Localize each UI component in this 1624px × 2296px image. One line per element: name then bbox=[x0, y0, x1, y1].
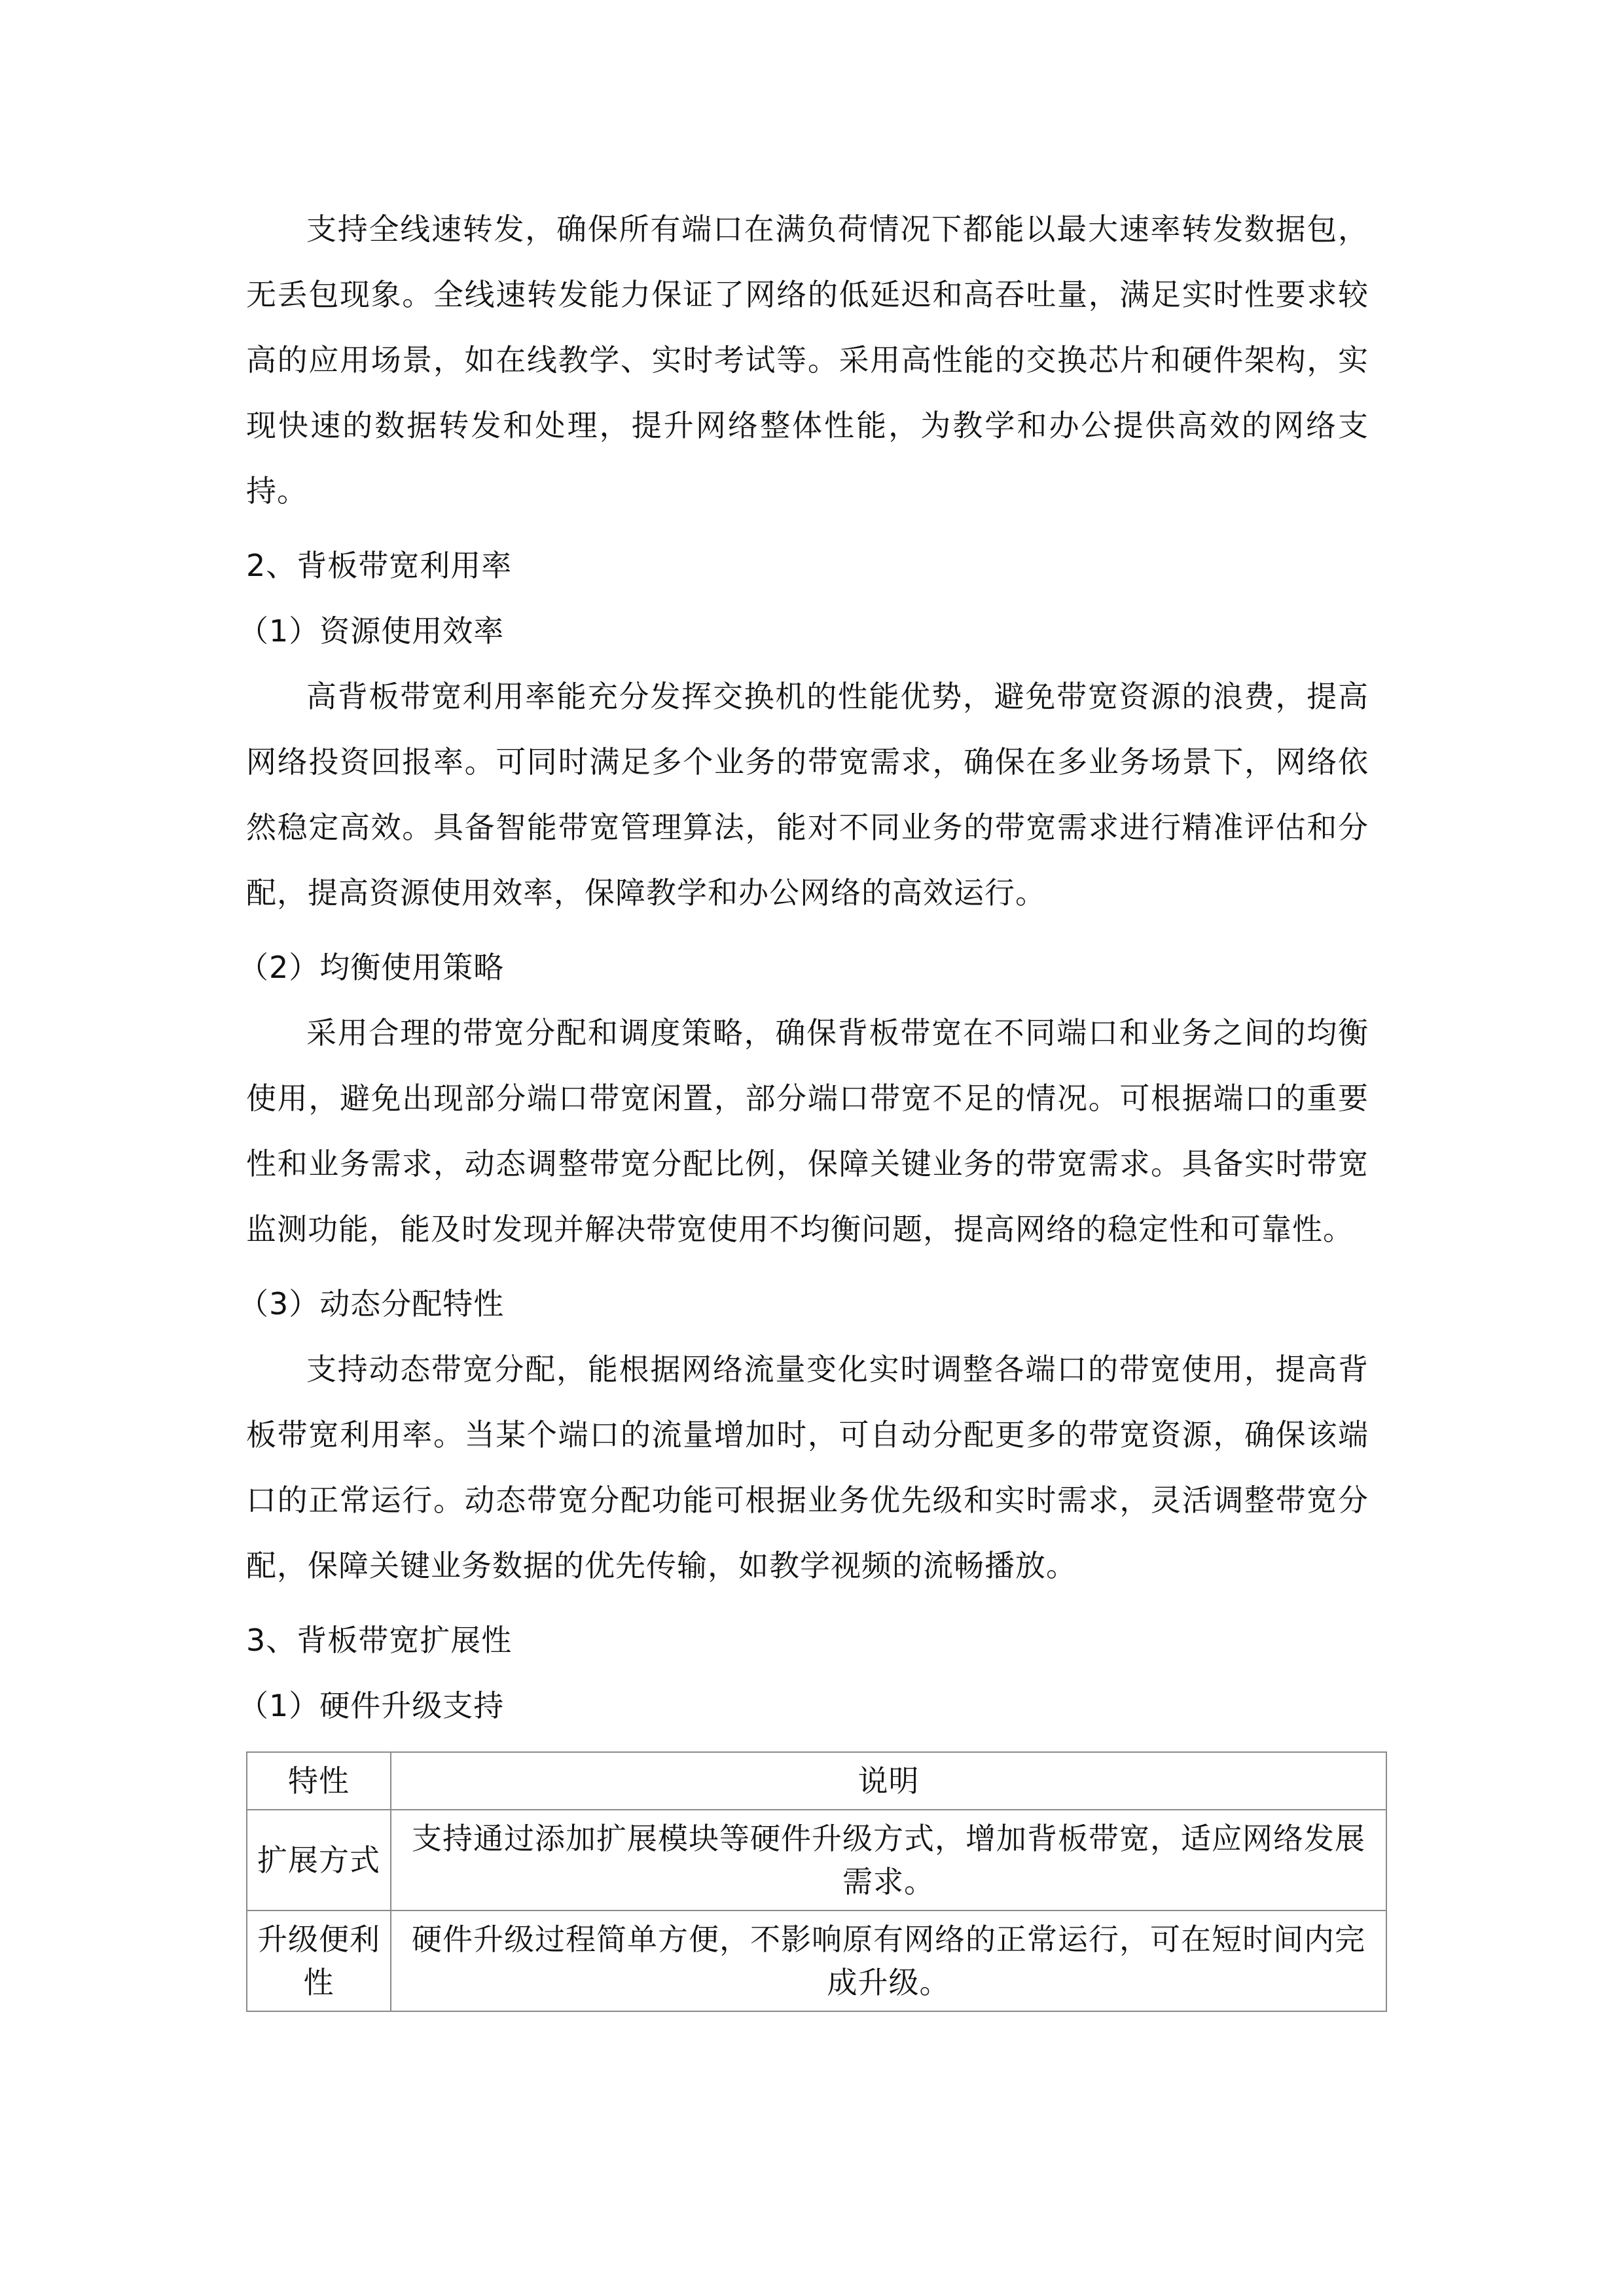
body-paragraph: 支持动态带宽分配，能根据网络流量变化实时调整各端口的带宽使用，提高背板带宽利用率。当某个端口的流量增加时，可自动分配更多的带宽资源，确保该端口的正常运行。动态带宽分配功能可根据业务优先级和实时需求，灵活调整带宽分配，保障关键业务数据的优先传输，如教学视频的流畅播放。 bbox=[246, 1352, 1369, 1583]
body-paragraph: 高背板带宽利用率能充分发挥交换机的性能优势，避免带宽资源的浪费，提高网络投资回报率。可同时满足多个业务的带宽需求，确保在多业务场景下，网络依然稳定高效。具备智能带宽管理算法，能对不同业务的带宽需求进行精准评估和分配，提高资源使用效率，保障教学和办公网络的高效运行。 bbox=[246, 679, 1369, 910]
table-row bbox=[247, 1910, 1386, 2011]
table-header-cell: 说明 bbox=[391, 1752, 1386, 1810]
subsection-heading: （1）硬件升级支持 bbox=[238, 1688, 505, 1723]
body-paragraph: 采用合理的带宽分配和调度策略，确保背板带宽在不同端口和业务之间的均衡使用，避免出现部分端口带宽闲置，部分端口带宽不足的情况。可根据端口的重要性和业务需求，动态调整带宽分配比例，保障关键业务的带宽需求。具备实时带宽监测功能，能及时发现并解决带宽使用不均衡问题，提高网络的稳定性和可靠性。 bbox=[246, 1015, 1369, 1247]
spec-table bbox=[246, 1751, 1387, 2012]
document-content bbox=[238, 196, 1369, 2012]
table-cell-description: 支持通过添加扩展模块等硬件升级方式，增加背板带宽，适应网络发展需求。 bbox=[391, 1810, 1386, 1910]
table-cell-description: 硬件升级过程简单方便，不影响原有网络的正常运行，可在短时间内完成升级。 bbox=[391, 1910, 1386, 2011]
subsection-heading: （2）均衡使用策略 bbox=[238, 950, 505, 985]
table-row bbox=[247, 1810, 1386, 1910]
subsection-heading: （1）资源使用效率 bbox=[238, 613, 505, 649]
table-header-cell: 特性 bbox=[247, 1752, 391, 1810]
body-paragraph: 支持全线速转发，确保所有端口在满负荷情况下都能以最大速率转发数据包，无丢包现象。全线速转发能力保证了网络的低延迟和高吞吐量，满足实时性要求较高的应用场景，如在线教学、实时考试等。采用高性能的交换芯片和硬件架构，实现快速的数据转发和处理，提升网络整体性能，为教学和办公提供高效的网络支持。 bbox=[246, 211, 1369, 509]
table-header-row bbox=[247, 1752, 1386, 1810]
section-heading: 2、背板带宽利用率 bbox=[246, 548, 513, 583]
table-cell-feature: 升级便利性 bbox=[247, 1910, 391, 2011]
table-cell-feature: 扩展方式 bbox=[247, 1810, 391, 1910]
subsection-heading: （3）动态分配特性 bbox=[238, 1286, 505, 1321]
section-heading: 3、背板带宽扩展性 bbox=[246, 1623, 513, 1658]
